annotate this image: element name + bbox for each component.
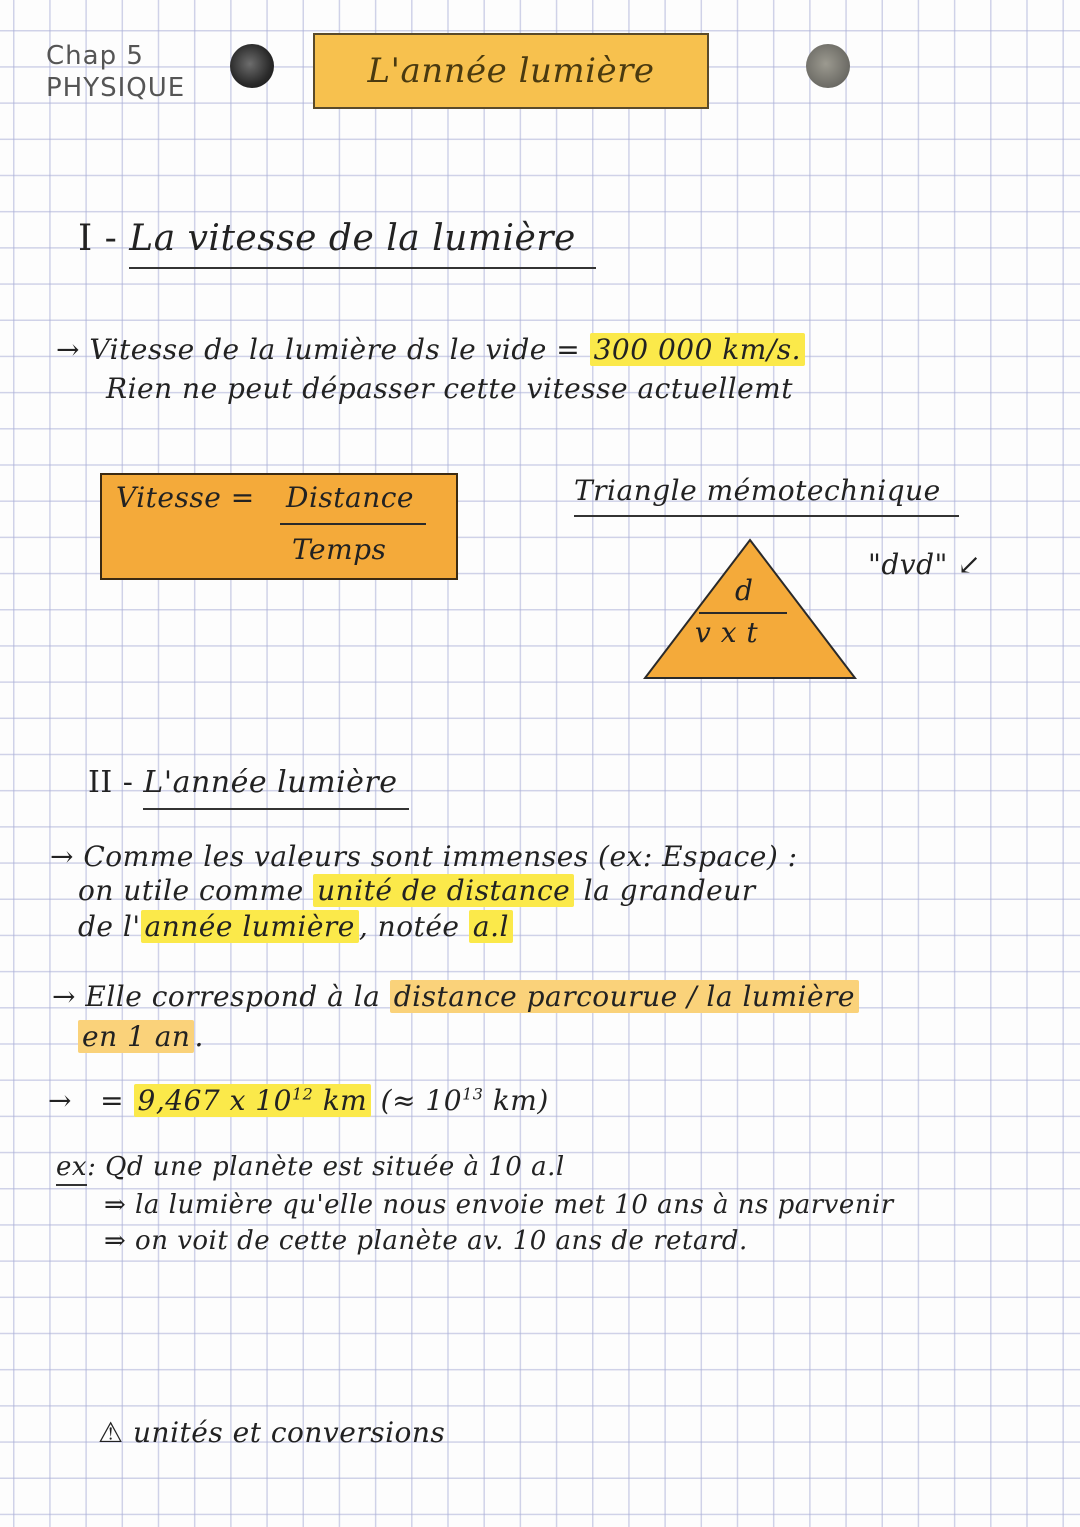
example-text-2: ⇒ la lumière qu'elle nous envoie met 10 ans à ns parvenir: [104, 1190, 894, 1220]
approx-suffix: km): [492, 1084, 549, 1117]
approx-exponent: 13: [462, 1084, 484, 1104]
example-label: ex: [56, 1152, 87, 1186]
triangle-caption: Triangle mémotechnique: [574, 474, 959, 517]
section-1-title: La vitesse de la lumière: [129, 218, 596, 269]
para-1-text-2b: la grandeur: [583, 874, 756, 907]
speed-of-light-value: 300 000 km/s.: [590, 333, 805, 366]
arrow-right-icon: →: [48, 1084, 72, 1117]
fraction-bar: [280, 523, 426, 525]
highlight-distance-travelled: distance parcourue / la lumière: [390, 980, 859, 1013]
equals-sign: =: [100, 1084, 125, 1117]
formula-numerator: Distance: [286, 481, 415, 514]
triangle-divider: [699, 612, 787, 614]
section-2-number: II -: [88, 765, 134, 800]
section-2-heading: [88, 765, 409, 800]
para-1-text-2a: on utile comme: [78, 874, 304, 907]
title-box: [313, 33, 709, 109]
para-2-line-2: [78, 1020, 204, 1053]
arrow-right-icon: →: [56, 333, 80, 366]
arrow-right-icon: →: [50, 840, 74, 873]
approx-prefix: (≈ 10: [380, 1084, 463, 1117]
para-2-period: .: [194, 1020, 204, 1053]
section-2-title: L'année lumière: [143, 765, 409, 810]
para-1-line-2: [78, 874, 756, 907]
speed-formula-box: [100, 473, 458, 580]
para-2-line-1: [52, 980, 859, 1013]
para-1-line-3: [78, 910, 513, 943]
binder-hole-left: [230, 44, 274, 88]
para-2-text: Elle correspond à la: [85, 980, 381, 1013]
example-line-1: [56, 1152, 565, 1182]
highlight-light-year-value: [134, 1084, 372, 1117]
arrow-right-icon: →: [52, 980, 76, 1013]
mnemonic-triangle: [643, 538, 857, 680]
chapter-label: [46, 40, 185, 104]
para-1-text-3b: , notée: [358, 910, 460, 943]
formula-denominator: Temps: [292, 533, 387, 566]
warning-note: [98, 1416, 445, 1449]
value-mantissa: 9,467 x 10: [137, 1084, 292, 1117]
value-unit: km: [322, 1084, 368, 1117]
nothing-faster-line: Rien ne peut dépasser cette vitesse actuellemt: [106, 372, 793, 405]
para-1-text-1: Comme les valeurs sont immenses (ex: Espace) :: [83, 840, 798, 873]
example-text-3: ⇒ on voit de cette planète av. 10 ans de retard.: [104, 1226, 748, 1256]
warning-text: unités et conversions: [133, 1416, 446, 1449]
highlight-light-year: année lumière: [141, 910, 359, 943]
value-exponent: 12: [291, 1084, 314, 1104]
para-3-line: [48, 1084, 549, 1117]
example-text-1: : Qd une planète est située à 10 a.l: [87, 1152, 565, 1182]
section-1-heading: [78, 218, 596, 259]
chapter-number: Chap 5: [46, 41, 144, 71]
subject-label: PHYSIQUE: [46, 73, 186, 103]
dvd-mnemonic-note: "dvd" ↙: [868, 548, 982, 581]
para-1-text-3a: de l': [78, 910, 141, 943]
section-1-number: I -: [78, 218, 118, 259]
warning-triangle-icon: ⚠: [98, 1416, 124, 1449]
page-title: L'année lumière: [367, 51, 655, 91]
highlight-al-notation: a.l: [469, 910, 513, 943]
para-1-line-1: [50, 840, 798, 873]
highlight-unit-of-distance: unité de distance: [313, 874, 574, 907]
highlight-in-one-year: en 1 an: [78, 1020, 194, 1053]
triangle-shape: [643, 538, 857, 680]
binder-hole-right: [806, 44, 850, 88]
triangle-bottom-vt: v x t: [695, 616, 759, 649]
triangle-top-d: d: [735, 574, 754, 607]
formula-lhs: Vitesse =: [116, 481, 255, 514]
speed-of-light-line: [56, 333, 805, 366]
speed-of-light-text: Vitesse de la lumière ds le vide =: [89, 333, 581, 366]
